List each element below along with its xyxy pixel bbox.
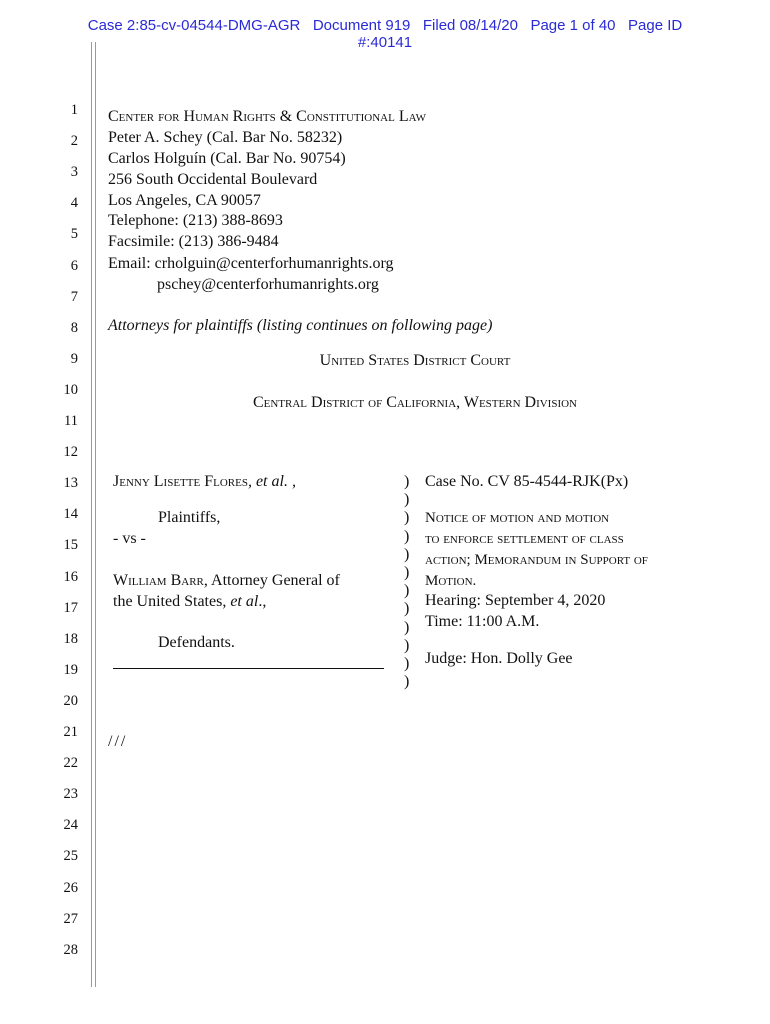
left-margin-rule-inner <box>95 42 96 987</box>
counsel-email-2: pschey@centerforhumanrights.org <box>157 276 379 293</box>
line-number: 5 <box>70 226 78 243</box>
court-name: United States District Court <box>319 352 511 369</box>
line-number: 14 <box>63 506 78 523</box>
caption-parenthesis: ) <box>404 473 410 490</box>
line-number: 3 <box>70 164 78 181</box>
filing-header-page-id: #:40141 <box>357 34 413 51</box>
caption-parenthesis: ) <box>404 582 410 600</box>
court-district: Central District of California, Western Division <box>252 394 578 411</box>
counsel-street: 256 South Occidental Boulevard <box>108 171 318 188</box>
line-number: 26 <box>63 879 78 896</box>
line-number: 21 <box>63 724 78 740</box>
caption-parenthesis: ) <box>404 636 410 654</box>
counsel-telephone: Telephone: (213) 388-8693 <box>108 212 283 229</box>
line-number: 8 <box>70 319 78 336</box>
judge-name: Judge: Hon. Dolly Gee <box>425 650 573 667</box>
caption-parenthesis: ) <box>404 545 410 563</box>
hearing-time: Time: 11:00 A.M. <box>425 613 540 630</box>
line-number: 2 <box>70 133 78 150</box>
line-number: 15 <box>63 537 78 554</box>
caption-parenthesis: ) <box>404 564 410 581</box>
caption-parenthesis: ) <box>404 618 410 636</box>
line-number: 4 <box>70 195 78 212</box>
line-number: 23 <box>63 786 78 803</box>
line-number: 1 <box>70 102 78 118</box>
line-number: 16 <box>63 568 78 585</box>
left-margin-rule-outer <box>91 42 92 987</box>
counsel-email-1: Email: crholguin@centerforhumanrights.org <box>108 255 394 272</box>
line-number: 13 <box>63 475 78 492</box>
motion-title-line-2: to enforce settlement of class <box>425 531 624 547</box>
line-number: 28 <box>63 941 78 958</box>
plaintiffs-label: Plaintiffs, <box>158 509 221 526</box>
counsel-attorney-1: Peter A. Schey (Cal. Bar No. 58232) <box>108 129 343 146</box>
line-number: 20 <box>63 692 78 709</box>
line-number: 25 <box>63 848 78 865</box>
attorneys-note: Attorneys for plaintiffs (listing continues on following page) <box>108 317 493 334</box>
caption-parenthesis: ) <box>404 655 410 672</box>
line-number: 10 <box>63 381 78 398</box>
plaintiff-suffix: , et al. , <box>247 473 296 490</box>
defendant-title: , Attorney General of <box>203 572 340 589</box>
line-number: 18 <box>63 630 78 647</box>
counsel-facsimile: Facsimile: (213) 386-9484 <box>108 233 279 250</box>
defendants-label: Defendants. <box>158 634 235 651</box>
line-number: 24 <box>63 817 78 834</box>
motion-title-line-4: Motion. <box>425 573 477 589</box>
case-number: Case No. CV 85-4544-RJK(Px) <box>425 473 629 490</box>
counsel-city: Los Angeles, CA 90057 <box>108 192 261 209</box>
hearing-date: Hearing: September 4, 2020 <box>425 592 606 609</box>
defendant-line2-b: et al <box>230 593 259 610</box>
counsel-attorney-2: Carlos Holguín (Cal. Bar No. 90754) <box>108 150 346 167</box>
caption-signature-rule <box>113 668 384 669</box>
line-number: 12 <box>63 444 78 461</box>
plaintiff-line <box>113 473 296 491</box>
line-number: 6 <box>70 257 78 274</box>
caption-parenthesis: ) <box>404 673 410 691</box>
continuation-marker: /// <box>108 733 128 750</box>
line-number: 7 <box>70 288 78 305</box>
defendant-line2-a: the United States, <box>113 593 231 610</box>
defendant-name: William Barr <box>113 572 204 589</box>
caption-parenthesis: ) <box>404 600 410 618</box>
line-number: 11 <box>64 413 78 429</box>
versus-label: - vs - <box>113 530 146 547</box>
line-number: 27 <box>63 910 78 927</box>
line-number: 22 <box>63 755 78 772</box>
line-number: 17 <box>63 599 78 616</box>
motion-title-line-3: action; Memorandum in Support of <box>425 552 648 568</box>
filing-header-line: Case 2:85-cv-04544-DMG-AGR Document 919 Filed 08/14/20 Page 1 of 40 Page ID <box>87 17 683 34</box>
caption-parenthesis: ) <box>404 491 410 509</box>
line-number: 9 <box>70 350 78 367</box>
line-number: 19 <box>63 661 78 678</box>
defendant-line-1 <box>113 572 340 590</box>
caption-parenthesis: ) <box>404 509 410 527</box>
defendant-line2-c: ., <box>258 593 267 610</box>
counsel-organization: Center for Human Rights & Constitutional Law <box>108 108 427 125</box>
defendant-line-2 <box>113 593 266 611</box>
plaintiff-name: Jenny Lisette Flores <box>113 473 248 490</box>
motion-title-line-1: Notice of motion and motion <box>425 510 610 526</box>
caption-parenthesis: ) <box>404 527 410 545</box>
